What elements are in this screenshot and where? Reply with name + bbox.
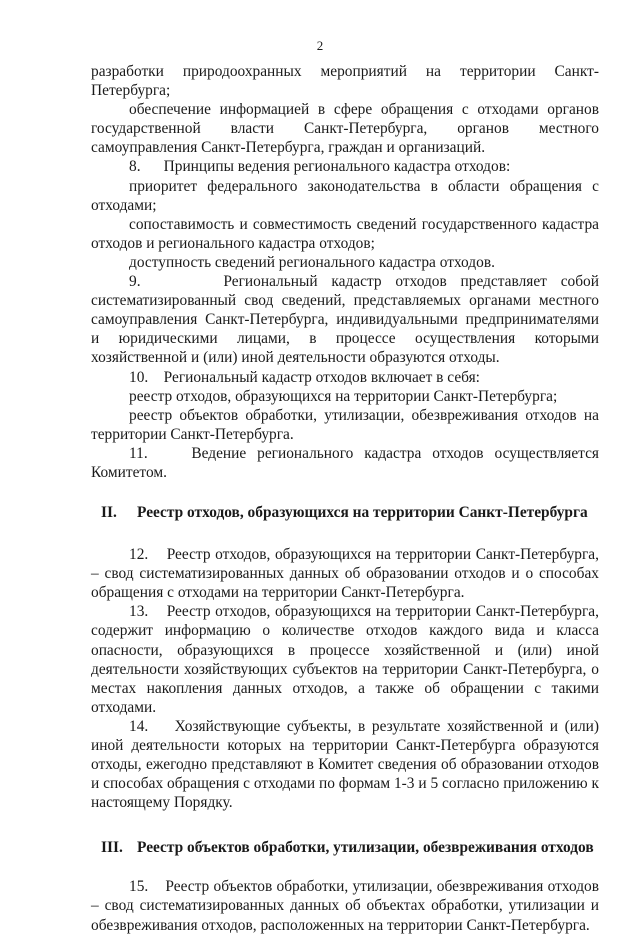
section-2-body (91, 545, 599, 812)
paragraph: доступность сведений регионального кадастра отходов. (129, 253, 495, 271)
document-body (91, 62, 599, 935)
section-title: Реестр отходов, образующихся на территории Санкт-Петербурга (137, 504, 588, 522)
section-number: III. (101, 839, 123, 857)
section-3-body (91, 877, 599, 934)
paragraph: обеспечение информацией в сфере обращения с отходами органов государственной власти Санкт-Петербурга, органов местного самоуправления Санкт-Петербурга, граждан и организаций. (91, 101, 599, 157)
paragraph-item-10: 10. Региональный кадастр отходов включает в себя: (129, 368, 480, 386)
paragraph-item-15: 15. Реестр объектов обработки, утилизации, обезвреживания отходов – свод систематизированных данных об объектах обработки, утилизации и обезвреживания отходов, расположенных на территории Санкт-Петербурга. (91, 878, 599, 934)
paragraph: реестр объектов обработки, утилизации, обезвреживания отходов на территории Санкт-Петербурга. (91, 406, 599, 443)
paragraph-item-13: 13. Реестр отходов, образующихся на территории Санкт-Петербурга, содержит информацию о количестве отходов каждого вида и класса опасности, образующихся в процессе хозяйственной и (или) иной деятельности хозяйствующих субъектов на территории Санкт-Петербурга, о местах накопления данных отходов, а также об обращении с такими отходами. (91, 603, 599, 716)
paragraph-item-9: 9. Региональный кадастр отходов представляет собой систематизированный свод сведений, представляемых органами местного самоуправления Санкт-Петербурга, индивидуальными предпринимателями и юридическими лицами, в процессе осуществления которыми хозяйственной и (или) иной деятельности образуются отходы. (91, 273, 599, 367)
paragraph-item-11: 11. Ведение регионального кадастра отходов осуществляется Комитетом. (91, 444, 599, 481)
paragraph-item-14: 14. Хозяйствующие субъекты, в результате хозяйственной и (или) иной деятельности которых на территории Санкт-Петербурга образуются отходы, ежегодно представляют в Комитет сведения об образовании отходов и способах обращения с отходами по формам 1-3 и 5 согласно приложению к настоящему Порядку. (91, 717, 599, 812)
paragraph: сопоставимость и совместимость сведений государственного кадастра отходов и регионального кадастра отходов; (91, 215, 599, 252)
paragraph: реестр отходов, образующихся на территории Санкт-Петербурга; (129, 387, 558, 405)
paragraph-item-12: 12. Реестр отходов, образующихся на территории Санкт-Петербурга, – свод систематизированных данных об образовании отходов и о способах обращения с отходами на территории Санкт-Петербурга. (91, 546, 599, 602)
page-number: 2 (316, 38, 324, 53)
section-title: Реестр объектов обработки, утилизации, обезвреживания отходов (137, 839, 594, 857)
section-heading-2 (91, 503, 599, 522)
section-heading-3 (91, 838, 599, 857)
paragraph: разработки природоохранных мероприятий на территории Санкт-Петербурга; (91, 63, 599, 100)
paragraph: приоритет федерального законодательства в области обращения с отходами; (91, 177, 599, 214)
section-number: II. (101, 504, 117, 522)
paragraph-item-8: 8. Принципы ведения регионального кадастра отходов: (129, 158, 511, 176)
